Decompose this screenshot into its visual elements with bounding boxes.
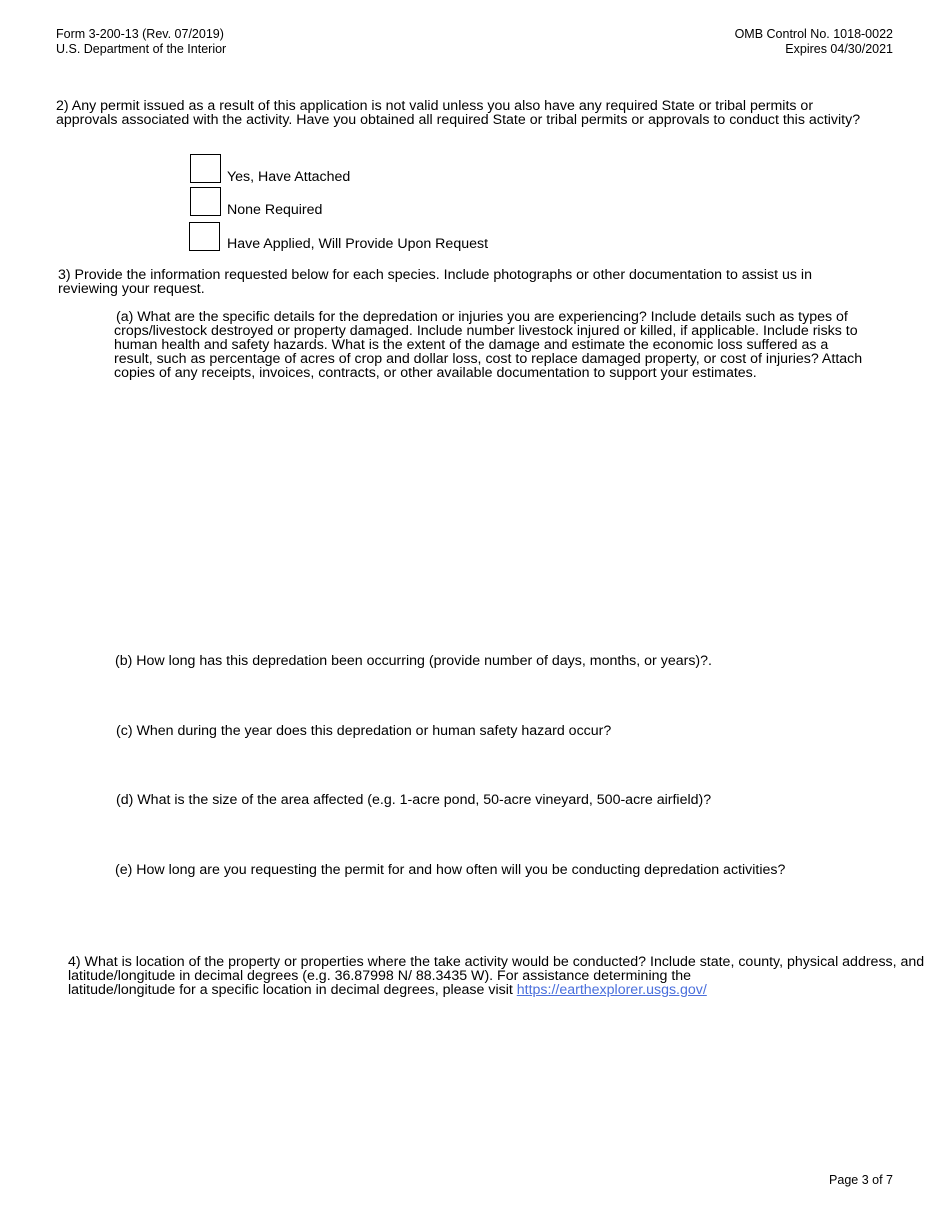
question-3a-line-2: crops/livestock destroyed or property damaged. Include number livestock injured or killed, if applicable. Include risks to: [114, 323, 858, 339]
earthexplorer-link[interactable]: https://earthexplorer.usgs.gov/: [516, 982, 707, 998]
question-4-line-1: 4) What is location of the property or properties where the take activity would be conducted? Include state, county, physical address, and: [68, 954, 925, 970]
question-3a-line-5: copies of any receipts, invoices, contracts, or other available documentation to support your estimates.: [114, 365, 757, 381]
question-2: [56, 99, 916, 127]
answer-area-3a[interactable]: [114, 388, 914, 638]
checkbox-yes-have-attached[interactable]: [190, 154, 221, 183]
question-3: [58, 268, 918, 296]
checkbox-none-required[interactable]: [190, 187, 221, 216]
question-3a-line-1: (a) What are the specific details for the depredation or injuries you are experiencing? Include details such as types of: [116, 309, 848, 325]
question-2-line-2: approvals associated with the activity. Have you obtained all required State or tribal permits or approvals to conduct this activity?: [56, 112, 861, 128]
question-3c: (c) When during the year does this depredation or human safety hazard occur?: [116, 723, 612, 739]
answer-area-3d[interactable]: [114, 811, 914, 859]
question-4-line-2: latitude/longitude in decimal degrees (e.g. 36.87998 N/ 88.3435 W). For assistance determining the: [68, 968, 692, 984]
question-3e: (e) How long are you requesting the permit for and how often will you be conducting depredation activities?: [115, 862, 786, 878]
question-3a-line-3: human health and safety hazards. What is the extent of the damage and estimate the economic loss suffered as a: [114, 337, 829, 353]
page-number: Page 3 of 7: [829, 1173, 893, 1187]
answer-area-3b[interactable]: [114, 672, 914, 720]
omb-control-number: OMB Control No. 1018-0022: [734, 27, 893, 41]
question-3-line-1: 3) Provide the information requested below for each species. Include photographs or other documentation to assist us in: [58, 267, 812, 283]
answer-area-3e[interactable]: [114, 881, 914, 941]
expiration-date: Expires 04/30/2021: [785, 42, 893, 56]
question-3-line-2: reviewing your request.: [58, 281, 205, 297]
form-header-right: [735, 27, 893, 57]
option-label-none-required: None Required: [227, 202, 323, 218]
question-3d: (d) What is the size of the area affected (e.g. 1-acre pond, 50-acre vineyard, 500-acre airfield)?: [116, 792, 712, 808]
answer-area-4[interactable]: [68, 1005, 914, 1155]
question-3a: [114, 310, 914, 380]
question-3a-line-4: result, such as percentage of acres of crop and dollar loss, cost to replace damaged property, or cost of injuries? Attach: [114, 351, 863, 367]
question-2-line-1: 2) Any permit issued as a result of this application is not valid unless you also have any required State or tribal permits or: [56, 98, 814, 114]
question-4: [68, 955, 938, 997]
option-label-have-applied: Have Applied, Will Provide Upon Request: [227, 236, 489, 252]
answer-area-3c[interactable]: [114, 742, 914, 790]
question-3b: (b) How long has this depredation been occurring (provide number of days, months, or years)?.: [115, 653, 712, 669]
checkbox-have-applied[interactable]: [189, 222, 220, 251]
question-4-line-3-text: latitude/longitude for a specific location in decimal degrees, please visit: [68, 982, 517, 998]
department-name: U.S. Department of the Interior: [56, 42, 227, 56]
question-4-line-3: [68, 983, 938, 997]
option-label-yes-have-attached: Yes, Have Attached: [227, 169, 351, 185]
form-number: Form 3-200-13 (Rev. 07/2019): [56, 27, 224, 41]
form-header-left: [56, 27, 226, 57]
